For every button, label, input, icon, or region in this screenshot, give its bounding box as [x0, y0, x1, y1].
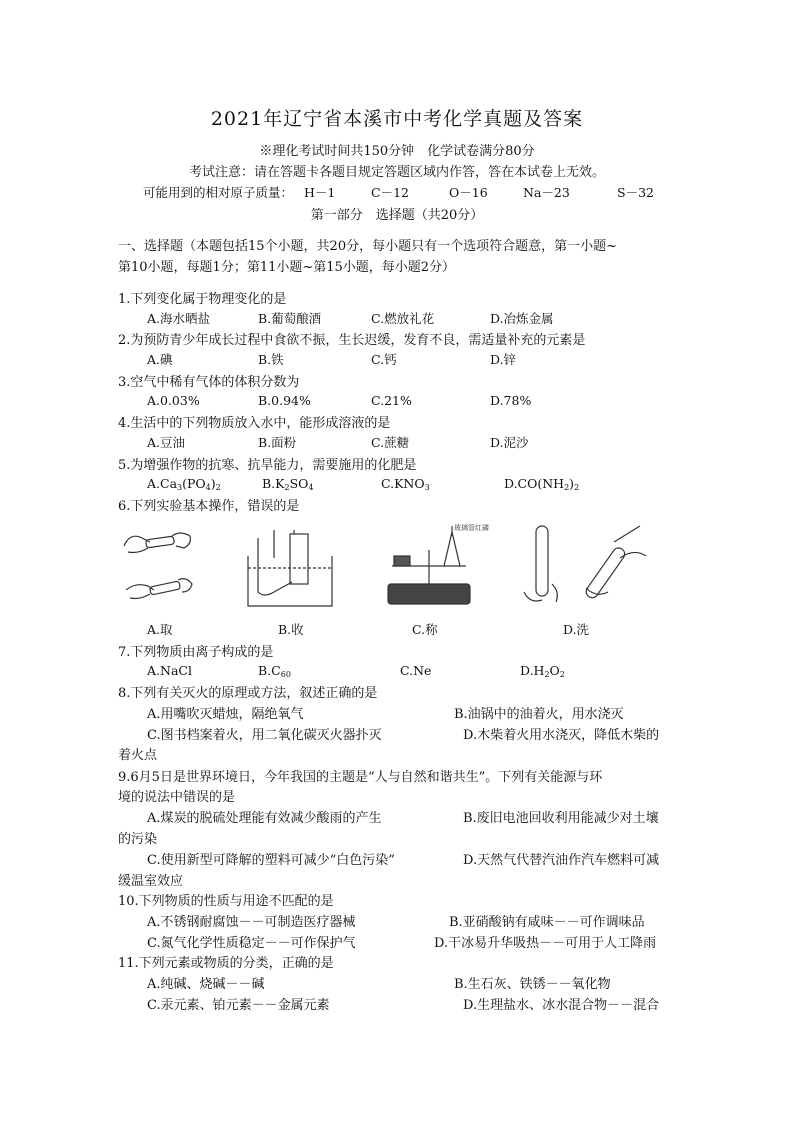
figure-c-label: 玻璃管红磷 [454, 524, 489, 532]
question-1-stem: 1.下列变化属于物理变化的是 [118, 292, 287, 307]
question-3-stem: 3.空气中稀有气体的体积分数为 [118, 375, 300, 390]
atomic-mass-o: O－16 [449, 185, 488, 200]
question-9-stem: 9.6月5日是世界环境日，今年我国的主题是“人与自然和谐共生”。下列有关能源与环 [118, 770, 603, 785]
question-8-option-b: B.油锅中的油着火，用水浇灭 [454, 707, 624, 722]
question-8-stem: 8.下列有关灭火的原理或方法，叙述正确的是 [118, 686, 378, 701]
section1-intro-line2: 第10小题，每题1分；第11小题~第15小题，每小题2分） [118, 260, 456, 275]
question-11-option-b: B.生石灰、铁锈－－氧化物 [454, 977, 611, 992]
question-10-option-a: A.不锈钢耐腐蚀－－可制造医疗器械 [147, 915, 356, 930]
question-4-option-d: D.泥沙 [490, 435, 529, 450]
question-5-option-c: $C.KNO_3$ [381, 476, 430, 492]
question-5-option-d: $D.CO(NH_2)_2$ [504, 476, 580, 492]
question-4-stem: 4.生活中的下列物质放入水中，能形成溶液的是 [118, 416, 391, 431]
part1-heading: 第一部分 选择题（共20分） [310, 208, 484, 223]
question-3-option-b: B.0.94% [258, 393, 311, 408]
question-1-option-c: C.燃放礼花 [371, 311, 435, 326]
question-8-option-c: C.图书档案着火，用二氧化碳灭火器扑灭 [147, 728, 382, 743]
question-7-option-b: $B.C_{60}$ [258, 663, 291, 679]
question-11-option-a: A.纯碱、烧碱－－碱 [147, 977, 265, 992]
question-1-option-d: D.冶炼金属 [490, 311, 554, 326]
figure-d-wash-tube [516, 522, 656, 610]
section1-intro-line1: 一、选择题（本题包括15个小题，共20分，每小题只有一个选项符合题意，第一小题~ [118, 239, 617, 254]
question-10-option-c: C.氮气化学性质稳定－－可作保护气 [147, 936, 356, 951]
question-3-option-d: D.78% [490, 393, 532, 408]
time-note: ※理化考试时间共150分钟 化学试卷满分80分 [259, 144, 535, 159]
question-3-option-c: C.21% [371, 393, 412, 408]
question-6-option-b: B.收 [278, 622, 304, 637]
question-5-stem: 5.为增强作物的抗寒、抗旱能力，需要施用的化肥是 [118, 458, 417, 473]
page-title: 2021年辽宁省本溪市中考化学真题及答案 [210, 108, 584, 130]
figure-c-balance [380, 520, 489, 610]
question-8-option-d-wrap: 着火点 [118, 748, 158, 763]
question-1-option-a: A.海水晒盐 [147, 311, 211, 326]
question-10-option-b: B.亚硝酸钠有咸味－－可作调味品 [449, 915, 645, 930]
atomic-mass-na: Na－23 [523, 185, 570, 200]
figure-b-gas-collection [244, 528, 336, 610]
question-6-option-c: C.称 [412, 622, 438, 637]
question-9-option-b-wrap: 的污染 [118, 832, 158, 847]
atomic-mass-label: 可能用到的相对原子质量： [143, 185, 294, 200]
question-2-option-a: A.碘 [147, 352, 173, 367]
atomic-mass-s: S－32 [617, 185, 654, 200]
question-11-option-c: C.汞元素、铂元素－－金属元素 [147, 998, 330, 1013]
question-10-option-d: D.干冰易升华吸热－－可用于人工降雨 [434, 936, 657, 951]
question-4-option-c: C.蔗糖 [371, 435, 410, 450]
question-9-stem-line2: 境的说法中错误的是 [118, 790, 236, 805]
question-2-option-c: C.钙 [371, 352, 397, 367]
question-6-option-a: A.取 [147, 622, 173, 637]
atomic-mass-c: C－12 [371, 185, 409, 200]
question-9-option-b: B.废旧电池回收利用能减少对土壤 [463, 811, 659, 826]
question-4-option-b: B.面粉 [258, 435, 297, 450]
question-9-option-d-wrap: 缓温室效应 [118, 874, 184, 889]
question-9-option-d: D.天然气代替汽油作汽车燃料可减 [463, 853, 660, 868]
question-6-stem: 6.下列实验基本操作，错误的是 [118, 499, 300, 514]
question-7-option-c: C.Ne [400, 663, 432, 678]
question-1-option-b: B.葡萄酿酒 [258, 311, 322, 326]
question-8-option-d: D.木柴着火用水浇灭，降低木柴的 [463, 728, 660, 743]
question-9-option-c: C.使用新型可降解的塑料可减少“白色污染” [147, 853, 395, 868]
question-7-stem: 7.下列物质由离子构成的是 [118, 645, 274, 660]
question-5-option-b: $B.K_2SO_4$ [262, 476, 314, 492]
question-10-stem: 10.下列物质的性质与用途不匹配的是 [118, 894, 334, 909]
atomic-mass-h: H－1 [304, 185, 336, 200]
figure-a-take-solid [120, 524, 196, 614]
question-6-option-d: D.洗 [563, 622, 590, 637]
question-3-option-a: A.0.03% [147, 393, 200, 408]
question-2-stem: 2.为预防青少年成长过程中食欲不振，生长迟缓，发育不良，需适量补充的元素是 [118, 333, 586, 348]
question-11-stem: 11.下列元素或物质的分类，正确的是 [118, 956, 334, 971]
exam-notice: 考试注意：请在答题卡各题目规定答题区域内作答，答在本试卷上无效。 [188, 165, 605, 180]
question-4-option-a: A.豆油 [147, 435, 186, 450]
question-2-option-d: D.锌 [490, 352, 517, 367]
question-7-option-a: A.NaCl [147, 663, 192, 678]
question-2-option-b: B.铁 [258, 352, 284, 367]
question-5-option-a: $A.Ca_3(PO_4)_2$ [147, 476, 221, 492]
question-9-option-a: A.煤炭的脱硫处理能有效减少酸雨的产生 [147, 811, 382, 826]
question-7-option-d: $D.H_2O_2$ [520, 663, 565, 679]
question-8-option-a: A.用嘴吹灭蜡烛，隔绝氧气 [147, 707, 304, 722]
question-11-option-d: D.生理盐水、冰水混合物－－混合 [463, 998, 660, 1013]
